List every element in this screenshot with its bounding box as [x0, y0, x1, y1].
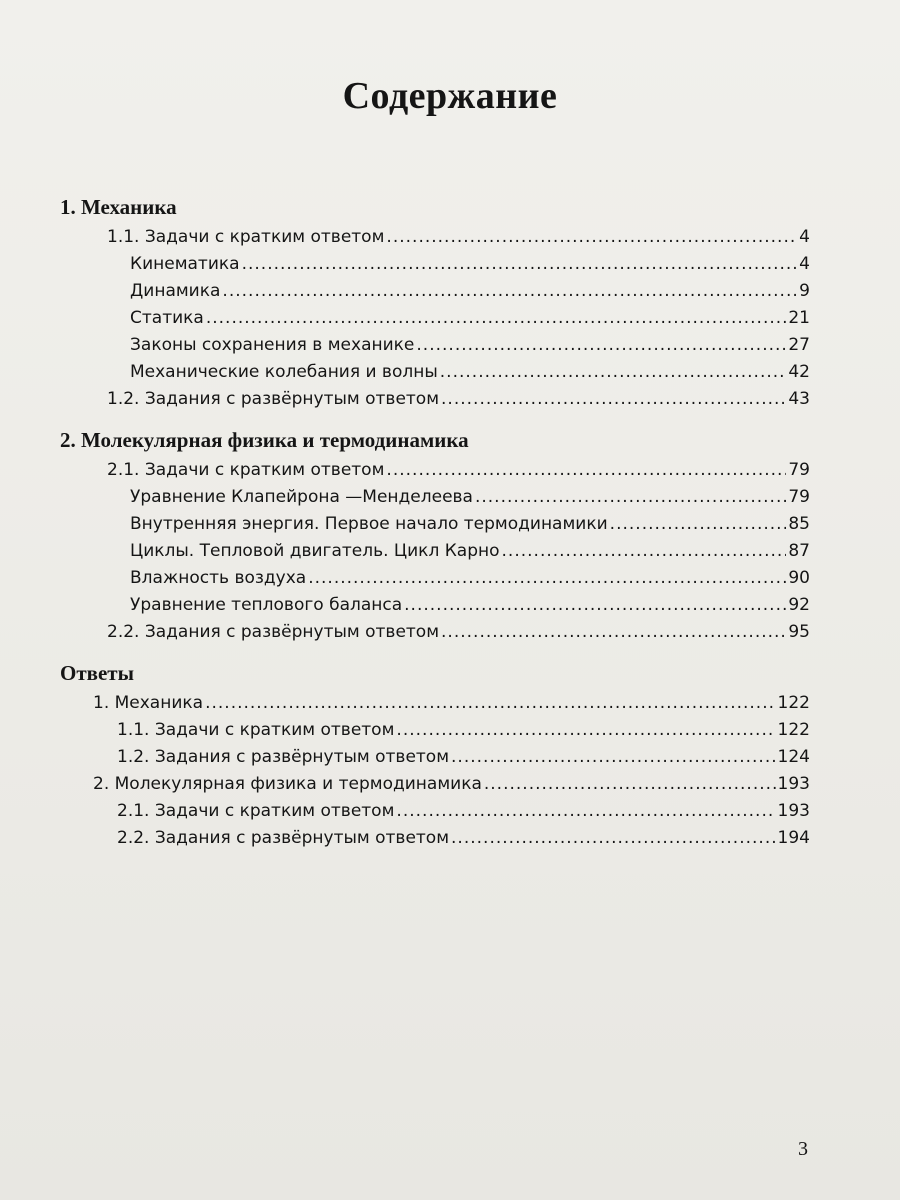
toc-entry — [60, 386, 810, 413]
toc-leader-dots — [441, 386, 786, 413]
toc-entry — [60, 278, 810, 305]
toc-entry — [60, 717, 810, 744]
toc-entry-label: 2.2. Задания с развёрнутым ответом — [117, 828, 450, 848]
toc-entry-page: 193 — [777, 774, 810, 794]
toc-entry — [60, 305, 810, 332]
toc-entry-page: 9 — [799, 281, 810, 301]
toc-section-heading: 2. Молекулярная физика и термодинамика — [60, 428, 469, 452]
toc-entry — [60, 359, 810, 386]
toc-section-heading: 1. Механика — [60, 195, 177, 219]
toc-entry-label: 1.2. Задания с развёрнутым ответом — [117, 747, 450, 767]
toc-leader-dots — [451, 825, 776, 852]
toc-entry — [60, 484, 810, 511]
toc-entry-label: Кинематика — [130, 254, 240, 274]
toc-entry — [60, 224, 810, 251]
toc-leader-dots — [242, 251, 798, 278]
toc-entry-label: 2. Молекулярная физика и термодинамика — [93, 774, 482, 794]
toc-leader-dots — [416, 332, 786, 359]
toc-entry-label: 1.2. Задания с развёрнутым ответом — [107, 389, 440, 409]
toc-leader-dots — [441, 619, 786, 646]
toc-entry — [60, 690, 810, 717]
toc-entry-label: Влажность воздуха — [130, 568, 307, 588]
toc-entry-label: 2.1. Задачи с кратким ответом — [107, 460, 385, 480]
toc-entry-page: 90 — [788, 568, 810, 588]
toc-entry-page: 122 — [777, 720, 810, 740]
table-of-contents — [60, 186, 810, 852]
toc-entry — [60, 771, 810, 798]
toc-leader-dots — [610, 511, 787, 538]
toc-leader-dots — [206, 305, 787, 332]
toc-entry — [60, 825, 810, 852]
toc-entry-label: Динамика — [130, 281, 221, 301]
toc-entry-page: 42 — [788, 362, 810, 382]
toc-entry-page: 124 — [777, 747, 810, 767]
toc-entry-page: 27 — [788, 335, 810, 355]
toc-leader-dots — [502, 538, 787, 565]
toc-leader-dots — [308, 565, 786, 592]
toc-leader-dots — [396, 717, 775, 744]
toc-entry — [60, 565, 810, 592]
toc-entry-label: 2.1. Задачи с кратким ответом — [117, 801, 395, 821]
toc-entry-label: Циклы. Тепловой двигатель. Цикл Карно — [130, 541, 500, 561]
toc-entry-page: 4 — [799, 254, 810, 274]
toc-entry-label: 2.2. Задания с развёрнутым ответом — [107, 622, 440, 642]
toc-entry-page: 43 — [788, 389, 810, 409]
toc-entry-page: 85 — [788, 514, 810, 534]
toc-entry-page: 95 — [788, 622, 810, 642]
toc-leader-dots — [404, 592, 786, 619]
toc-leader-dots — [205, 690, 775, 717]
toc-leader-dots — [396, 798, 775, 825]
toc-leader-dots — [475, 484, 786, 511]
toc-entry-page: 193 — [777, 801, 810, 821]
toc-leader-dots — [222, 278, 797, 305]
toc-entry-label: 1.1. Задачи с кратким ответом — [107, 227, 385, 247]
toc-entry-label: Статика — [130, 308, 204, 328]
toc-entry-label: Внутренняя энергия. Первое начало термодинамики — [130, 514, 608, 534]
toc-entry-page: 194 — [777, 828, 810, 848]
toc-leader-dots — [451, 744, 776, 771]
toc-entry-label: Уравнение Клапейрона —Менделеева — [130, 487, 473, 507]
toc-entry — [60, 511, 810, 538]
toc-entry — [60, 744, 810, 771]
page-number: 3 — [798, 1138, 808, 1160]
toc-entry — [60, 332, 810, 359]
toc-entry-page: 87 — [788, 541, 810, 561]
toc-section-heading: Ответы — [60, 661, 135, 685]
toc-entry — [60, 538, 810, 565]
toc-entry — [60, 619, 810, 646]
toc-entry-page: 79 — [788, 487, 810, 507]
toc-entry-label: Механические колебания и волны — [130, 362, 438, 382]
toc-entry-label: 1.1. Задачи с кратким ответом — [117, 720, 395, 740]
section-gap — [60, 413, 810, 419]
toc-entry — [60, 457, 810, 484]
toc-leader-dots — [386, 224, 797, 251]
toc-entry-page: 4 — [799, 227, 810, 247]
toc-entry-page: 92 — [788, 595, 810, 615]
toc-entry — [60, 251, 810, 278]
toc-entry-label: Законы сохранения в механике — [130, 335, 415, 355]
page-title: Содержание — [342, 75, 558, 117]
section-gap — [60, 646, 810, 652]
toc-leader-dots — [484, 771, 776, 798]
toc-entry-label: Уравнение теплового баланса — [130, 595, 403, 615]
toc-leader-dots — [440, 359, 787, 386]
toc-entry-page: 79 — [788, 460, 810, 480]
toc-leader-dots — [386, 457, 786, 484]
toc-entry — [60, 798, 810, 825]
toc-entry-page: 21 — [788, 308, 810, 328]
toc-entry — [60, 592, 810, 619]
toc-entry-page: 122 — [777, 693, 810, 713]
toc-entry-label: 1. Механика — [93, 693, 204, 713]
